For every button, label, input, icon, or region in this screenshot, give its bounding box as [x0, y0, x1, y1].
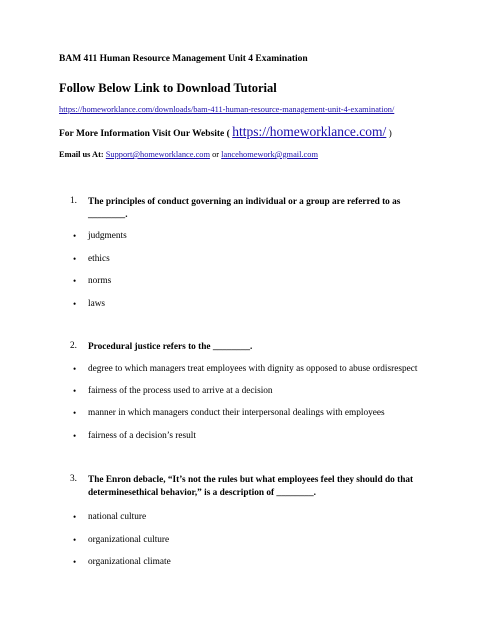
bullet-icon: • [73, 254, 77, 264]
website-info-close: ) [388, 129, 392, 139]
bullet-icon: • [73, 276, 77, 286]
bullet-icon: • [73, 557, 77, 567]
question-text: The Enron debacle, “It’s not the rules but what employees feel they should do that determinesethical behavior,” is a description of ________. [88, 475, 414, 498]
bullet-icon: • [73, 408, 77, 418]
email-link-support[interactable]: Support@homeworklance.com [105, 150, 210, 159]
bullet-icon: • [73, 386, 77, 396]
bullet-icon: • [73, 535, 77, 545]
bullet-icon: • [73, 512, 77, 522]
website-link[interactable]: https://homeworklance.com/ [232, 124, 387, 139]
bullet-icon: • [73, 231, 77, 241]
email-or-text: or [212, 150, 220, 159]
bullet-icon: • [73, 299, 77, 309]
email-line [59, 150, 318, 159]
option-text: manner in which managers conduct their interpersonal dealings with employees [88, 408, 385, 418]
document-title: BAM 411 Human Resource Management Unit 4 Examination [59, 54, 308, 64]
question-number: 3. [70, 474, 77, 484]
option-text: norms [88, 276, 112, 286]
bullet-icon: • [73, 364, 77, 374]
option-text: fairness of a decision’s result [88, 431, 196, 441]
option-text: degree to which managers treat employees with dignity as opposed to abuse ordisrespect [88, 364, 418, 374]
bullet-icon: • [73, 431, 77, 441]
option-text: judgments [88, 231, 127, 241]
download-link[interactable]: https://homeworklance.com/downloads/bam-411-human-resource-management-unit-4-examination/ [59, 105, 395, 114]
website-info-line [59, 124, 392, 140]
email-link-secondary[interactable]: lancehomework@gmail.com [221, 150, 318, 159]
question-number: 2. [70, 341, 77, 351]
option-text: laws [88, 299, 106, 309]
option-text: organizational climate [88, 557, 171, 567]
question-text: Procedural justice refers to the ________. [88, 342, 253, 352]
question-number: 1. [70, 196, 77, 206]
option-text: ethics [88, 254, 110, 264]
option-text: fairness of the process used to arrive at a decision [88, 386, 273, 396]
option-text: national culture [88, 512, 147, 522]
question-text: The principles of conduct governing an individual or a group are referred to as ________. [88, 197, 401, 220]
email-label: Email us At: [59, 150, 104, 159]
option-text: organizational culture [88, 535, 170, 545]
follow-heading: Follow Below Link to Download Tutorial [59, 81, 277, 95]
website-info-label: For More Information Visit Our Website ( [59, 129, 230, 139]
